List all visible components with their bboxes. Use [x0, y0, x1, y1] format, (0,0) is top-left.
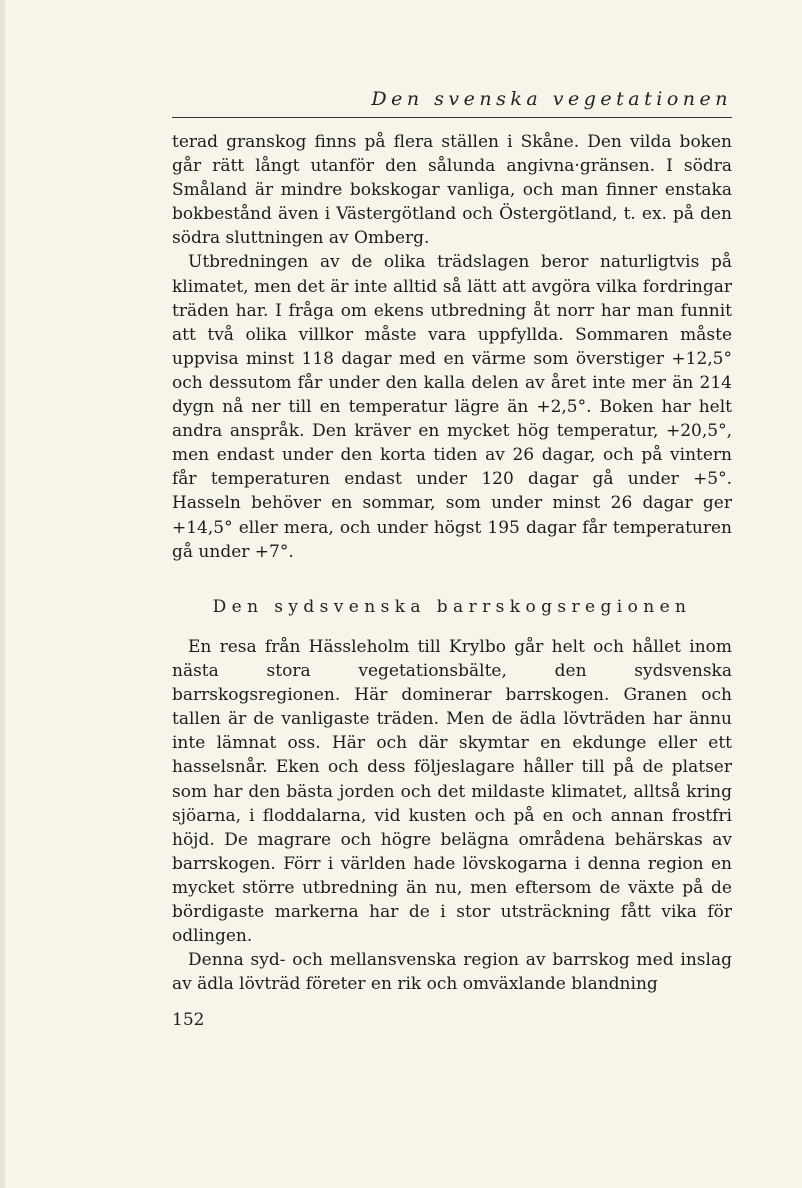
- paragraph-3: En resa från Hässleholm till Krylbo går helt och hållet inom nästa stora vegetationsbälte, den sydsvenska barrskogsregionen. Här dominerar barrskogen. Granen och tallen är de vanligaste träden. Men de ädla lövträden har ännu inte lämnat oss. Här och där skymtar en ekdunge eller ett hasselsnår. Eken och dess följeslagare håller till på de platser som har den bästa jorden och det mildaste klimatet, alltså kring sjöarna, i floddalarna, vid kusten och på en och annan frostfri höjd. De magrare och högre belägna områdena behärskas av barrskogen. Förr i världen hade lövskogarna i denna region en mycket större utbredning än nu, men eftersom de växte på de bördigaste markerna har de i stor utsträckning fått vika för odlingen.: [172, 637, 732, 947]
- header-rule: [172, 117, 732, 118]
- page-edge-shadow: [0, 0, 5, 1188]
- running-head: Den svenska vegetationen: [371, 88, 732, 110]
- text-block-1: [172, 130, 732, 564]
- paragraph-2: Utbredningen av de olika trädslagen beror naturligtvis på klimatet, men det är inte alltid så lätt att avgöra vilka fordringar träden har. I fråga om ekens utbredning åt norr har man funnit att två olika villkor måste vara uppfyllda. Sommaren måste uppvisa minst 118 dagar med en värme som överstiger +12,5° och dessutom får under den kalla delen av året inte mer än 214 dygn nå ner till en temperatur lägre än +2,5°. Boken har helt andra anspråk. Den kräver en mycket hög temperatur, +20,5°, men endast under den korta tiden av 26 dagar, och på vintern får temperaturen endast under 120 dagar gå under +5°. Hasseln behöver en sommar, som under minst 26 dagar ger +14,5° eller mera, och under högst 195 dagar får temperaturen gå under +7°.: [172, 252, 732, 562]
- paragraph-4: Denna syd- och mellansvenska region av barrskog med inslag av ädla lövträd företer en rik och omväxlande blandning: [172, 950, 732, 995]
- page-number: 152: [172, 1010, 205, 1030]
- paragraph-1: terad granskog finns på flera ställen i Skåne. Den vilda boken går rätt långt utanför den sålunda angivna·gränsen. I södra Småland är mindre bokskogar vanliga, och man finner enstaka bokbestånd även i Västergötland och Östergötland, t. ex. på den södra sluttningen av Omberg.: [172, 132, 732, 249]
- text-block-2: [172, 635, 732, 996]
- section-heading: Den sydsvenska barrskogsregionen: [212, 597, 692, 617]
